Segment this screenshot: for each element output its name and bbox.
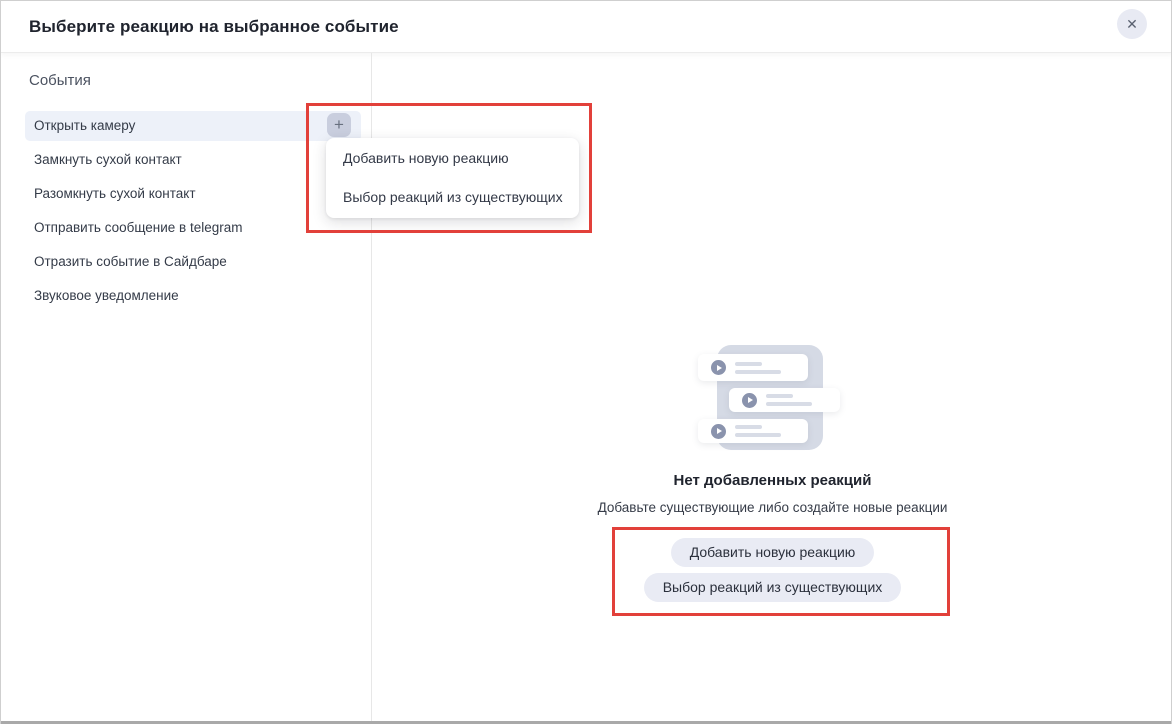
illustration-card	[698, 419, 808, 443]
empty-state-button-row	[372, 538, 1172, 567]
event-item-open-camera[interactable]: Открыть камеру	[25, 111, 361, 141]
play-icon	[711, 424, 726, 439]
empty-state-subtitle: Добавьте существующие либо создайте новые реакции	[597, 500, 948, 515]
illustration-text-lines	[766, 394, 812, 406]
dialog-header	[1, 1, 1172, 53]
empty-state-button-row	[372, 573, 1172, 602]
event-item-send-telegram[interactable]: Отправить сообщение в telegram	[34, 220, 243, 235]
event-item-sound-notification[interactable]: Звуковое уведомление	[34, 288, 179, 303]
menu-item-choose-existing-reactions[interactable]: Выбор реакций из существующих	[343, 189, 563, 205]
event-list	[25, 111, 361, 315]
add-reaction-dropdown	[326, 138, 579, 218]
events-heading: События	[29, 72, 91, 89]
event-item-show-sidebar[interactable]: Отразить событие в Сайдбаре	[34, 254, 227, 269]
menu-item-add-new-reaction[interactable]: Добавить новую реакцию	[343, 150, 509, 166]
add-reaction-button[interactable]	[327, 113, 351, 137]
play-icon	[742, 393, 757, 408]
illustration-text-lines	[735, 425, 781, 437]
play-icon	[711, 360, 726, 375]
choose-existing-reactions-button[interactable]: Выбор реакций из существующих	[644, 573, 902, 602]
event-item-open-dry-contact[interactable]: Разомкнуть сухой контакт	[34, 186, 196, 201]
add-new-reaction-button[interactable]: Добавить новую реакцию	[671, 538, 875, 567]
illustration-card	[729, 388, 840, 412]
illustration-text-lines	[735, 362, 781, 374]
event-item-close-dry-contact[interactable]: Замкнуть сухой контакт	[34, 152, 182, 167]
dialog-title: Выберите реакцию на выбранное событие	[29, 16, 399, 36]
plus-icon: +	[334, 115, 344, 134]
empty-state-title: Нет добавленных реакций	[673, 472, 872, 489]
illustration-card	[698, 354, 808, 381]
close-button[interactable]	[1117, 9, 1147, 39]
close-icon: ✕	[1126, 16, 1138, 32]
